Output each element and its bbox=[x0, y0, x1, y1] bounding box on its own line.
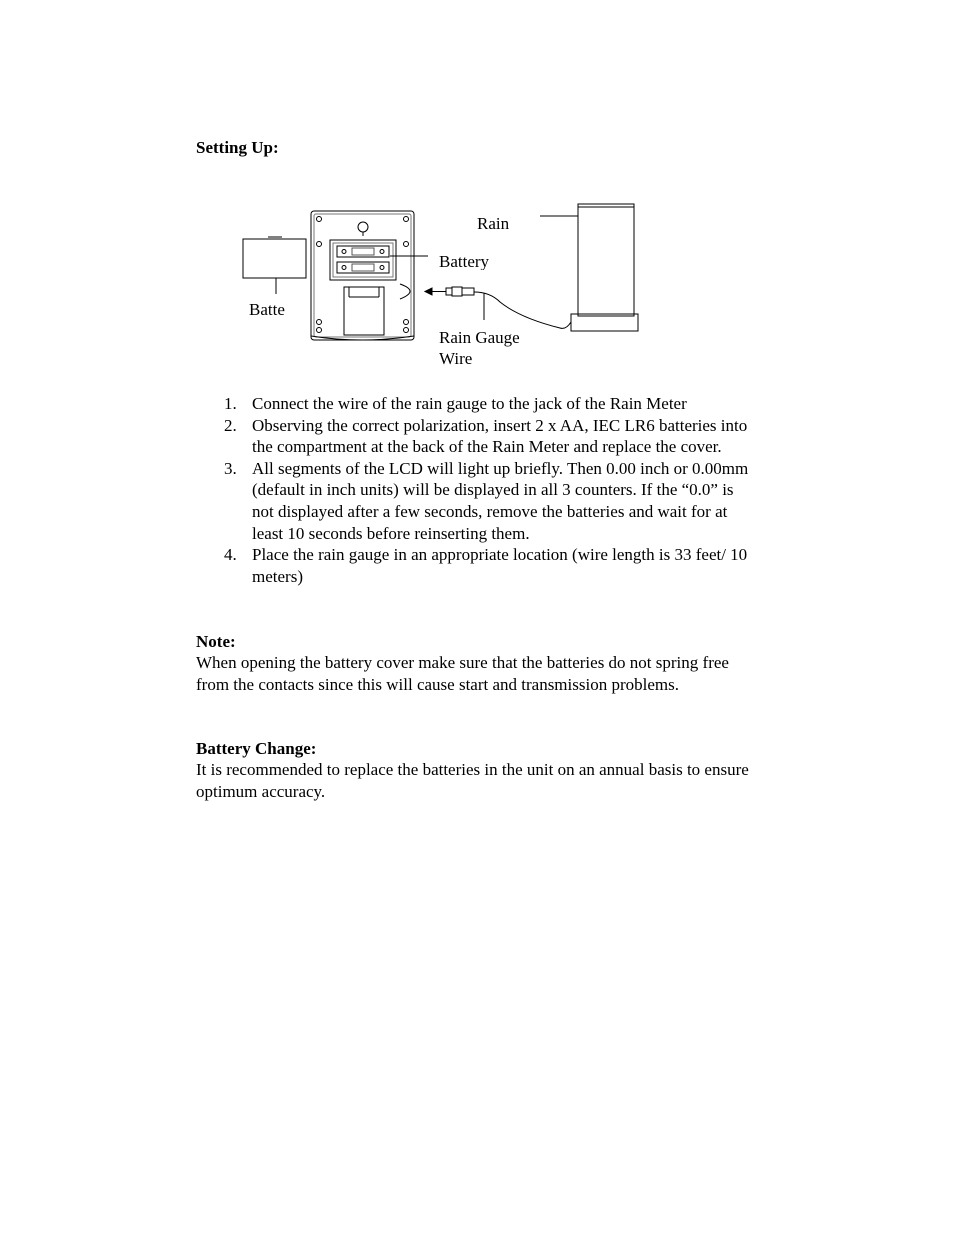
rain-gauge-wire-label-line2: Wire bbox=[439, 349, 473, 368]
rain-meter-diagram bbox=[0, 0, 954, 380]
battery-cover-label: Batte bbox=[249, 300, 285, 319]
step-number: 1. bbox=[224, 394, 237, 413]
setting-up-heading: Setting Up: bbox=[196, 138, 279, 157]
step-number: 4. bbox=[224, 545, 237, 565]
rain-gauge-shape bbox=[578, 204, 634, 316]
battery-cover-shape bbox=[243, 239, 306, 278]
note-text: When opening the battery cover make sure that the batteries do not spring free from the contacts since this will cause start and transmission problems. bbox=[196, 653, 729, 694]
connect-arrow-icon bbox=[425, 288, 432, 295]
battery-change-text: It is recommended to replace the batteries in the unit on an annual basis to ensure optimum accuracy. bbox=[196, 760, 749, 801]
step-text: Connect the wire of the rain gauge to the jack of the Rain Meter bbox=[252, 394, 687, 413]
step-text: Place the rain gauge in an appropriate location (wire length is 33 feet/ 10 meters) bbox=[252, 545, 748, 586]
setup-steps-list bbox=[196, 393, 756, 587]
list-item bbox=[196, 544, 756, 587]
step-number: 3. bbox=[224, 458, 237, 478]
list-item bbox=[196, 393, 756, 415]
battery-change-heading: Battery Change: bbox=[196, 739, 317, 758]
rain-gauge-wire-shape bbox=[474, 292, 571, 328]
step-text: All segments of the LCD will light up briefly. Then 0.00 inch or 0.00mm (default in inch units) will be displayed in all 3 counters. If the “0.0” is not displayed after a few seconds, remove the batteries and wait for at least 10 seconds before reinserting them. bbox=[252, 458, 749, 543]
rain-label: Rain bbox=[477, 214, 510, 233]
step-number: 2. bbox=[224, 415, 237, 435]
note-heading: Note: bbox=[196, 632, 236, 651]
step-text: Observing the correct polarization, insert 2 x AA, IEC LR6 batteries into the compartment at the back of the Rain Meter and replace the cover. bbox=[252, 415, 748, 457]
rain-gauge-wire-label-line1: Rain Gauge bbox=[439, 328, 520, 347]
list-item bbox=[196, 458, 756, 544]
rain-meter-body-shape bbox=[311, 211, 414, 340]
list-item bbox=[196, 415, 756, 458]
setup-illustration bbox=[0, 0, 954, 380]
rain-gauge-base-shape bbox=[571, 314, 638, 331]
battery-label: Battery bbox=[439, 252, 490, 270]
